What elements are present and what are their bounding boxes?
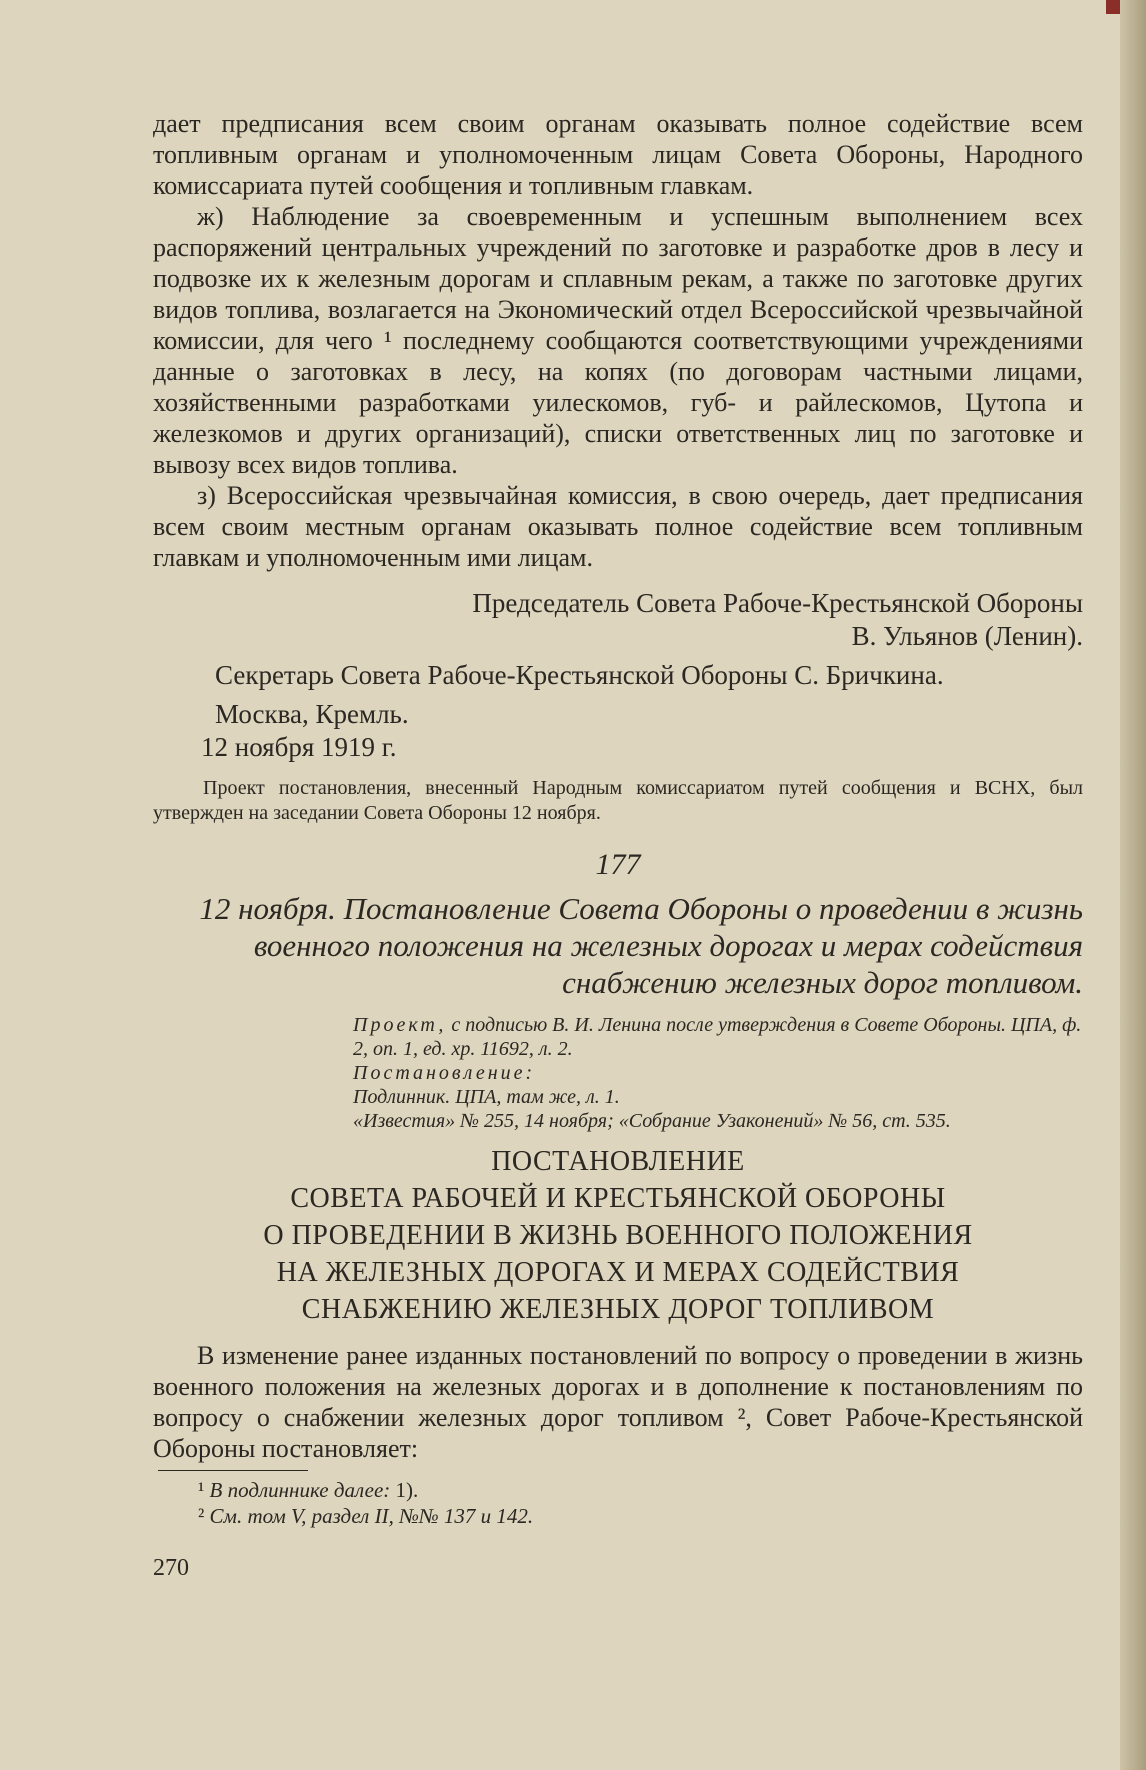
- page-content: [153, 108, 1083, 1582]
- paragraph-zh: ж) Наблюдение за своевременным и успешным выполнением всех распоряжений центральных учреждений по заготовке и разработке дров в лесу и подвозке их к железным дорогам и сплавным рекам, а также по заготовке других видов топлива, возлагается на Экономический отдел Всероссийской чрезвычайной комиссии, для чего ¹ последнему сообщаются соответствующими учреждениями данные о заготовках в лесу, на копях (по договорам частными лицами, хозяйственными разработками уилескомов, губ- и райлескомов, Цутопа и железкомов и других организаций), списки ответственных лиц по заготовке и вывозу всех видов топлива.: [153, 202, 1083, 479]
- resolution-heading: [153, 1143, 1083, 1328]
- date-line: 12 ноября 1919 г.: [201, 732, 397, 762]
- paragraph-continuation: дает предписания всем своим органам оказывать полное содействие всем топливным органам и уполномоченным лицам Совета Обороны, Народного комиссариата путей сообщения и топливным главкам.: [153, 109, 1083, 200]
- place-line: Москва, Кремль.: [215, 699, 409, 729]
- signature-block: [153, 587, 1083, 764]
- source-label-1: Проект,: [353, 1014, 447, 1036]
- editor-note: Проект постановления, внесенный Народным комиссариатом путей сообщения и ВСНХ, был утвержден на заседании Совета Обороны 12 ноября.: [153, 777, 1083, 824]
- source-block: [153, 1013, 1083, 1133]
- heading-line-4: НА ЖЕЛЕЗНЫХ ДОРОГАХ И МЕРАХ СОДЕЙСТВИЯ: [276, 1257, 960, 1288]
- chair-title: Председатель Совета Рабоче-Крестьянской Обороны: [472, 588, 1083, 618]
- page-number: 270: [153, 1555, 189, 1581]
- source-text-1: с подписью В. И. Ленина после утверждения в Совете Обороны. ЦПА, ф. 2, оп. 1, ед. хр. 11692, л. 2.: [353, 1014, 1082, 1060]
- footnote-1: ¹ В подлиннике далее: 1).: [198, 1478, 419, 1502]
- footnote-divider: [158, 1470, 308, 1471]
- paragraph-z: з) Всероссийская чрезвычайная комиссия, в свою очередь, дает предписания всем своим местным органам оказывать полное содействие всем топливным главкам и уполномоченным ими лицам.: [153, 481, 1083, 572]
- book-page-edge: [1120, 0, 1146, 1770]
- source-text-3: «Известия» № 255, 14 ноября; «Собрание Узаконений» № 56, ст. 535.: [353, 1110, 951, 1132]
- source-label-2: Постановление:: [353, 1062, 536, 1084]
- heading-line-5: СНАБЖЕНИЮ ЖЕЛЕЗНЫХ ДОРОГ ТОПЛИВОМ: [301, 1294, 935, 1325]
- heading-line-1: ПОСТАНОВЛЕНИЕ: [491, 1146, 745, 1177]
- footnote-2: ² См. том V, раздел II, №№ 137 и 142.: [198, 1504, 534, 1528]
- chair-name: В. Ульянов (Ленин).: [851, 621, 1083, 651]
- heading-line-2: СОВЕТА РАБОЧЕЙ И КРЕСТЬЯНСКОЙ ОБОРОНЫ: [290, 1183, 946, 1214]
- source-text-2: Подлинник. ЦПА, там же, л. 1.: [353, 1086, 620, 1108]
- document-number: 177: [595, 848, 641, 881]
- secretary-line: Секретарь Совета Рабоче-Крестьянской Обороны С. Бричкина.: [215, 660, 944, 690]
- intro-paragraph: В изменение ранее изданных постановлений по вопросу о проведении в жизнь военного положения на железных дорогах и в дополнение к постановлениям по вопросу о снабжении железных дорог топливом ², Совет Рабоче-Крестьянской Обороны постановляет:: [153, 1341, 1083, 1463]
- document-title: 12 ноября. Постановление Совета Обороны о проведении в жизнь военного положения на железных дорогах и мерах содействия снабжению железных дорог топливом.: [199, 891, 1083, 1000]
- heading-line-3: О ПРОВЕДЕНИИ В ЖИЗНЬ ВОЕННОГО ПОЛОЖЕНИЯ: [263, 1220, 973, 1251]
